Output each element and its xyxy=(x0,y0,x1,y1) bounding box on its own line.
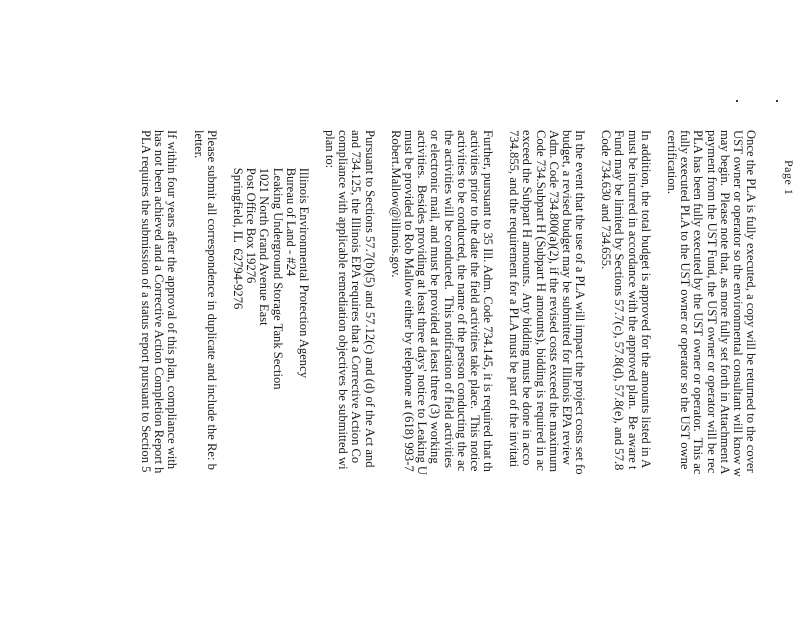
text-line: Fund may be limited by Sections 57.7(c), 57.8(d), 57.8(e), and 57.8 xyxy=(612,130,627,471)
scan-speck xyxy=(776,100,778,102)
text-line: compliance with applicable remediation objectives be submitted wi xyxy=(336,130,351,470)
text-line: Further, pursuant to 35 Ill. Adm. Code 734.145, it is required that th xyxy=(481,130,495,472)
text-line: Pursuant to Sections 57.7(b)(5) and 57.12(c) and (d) of the Act and xyxy=(362,130,377,468)
text-line: exceed the Subpart H amounts. Any bidding must be done in acco xyxy=(520,130,535,466)
text-line: PLA requires the submission of a status report pursuant to Section 5 xyxy=(139,130,154,473)
text-line: must be incurred in accordance with the approved plan. Be aware t xyxy=(625,130,640,470)
text-line: must be provided to Rob Mallow either by telephone at (618) 993-7 xyxy=(402,130,417,472)
text-line: payment from the UST Fund, the UST owner or operator will be rec xyxy=(704,130,719,474)
text-line: plan to: xyxy=(323,130,338,169)
text-line: activities prior to the date the field activities take place. This notice xyxy=(467,130,482,472)
text-line: Leaking Underground Storage Tank Section xyxy=(270,130,285,390)
text-line: Adm. Code 734.800(a)(2), if the revised costs exceed the maximum xyxy=(546,130,561,473)
text-line: Robert.Mallow@illinois.gov. xyxy=(388,130,403,278)
text-line: Once the PLA is fully executed, a copy will be returned to the cover xyxy=(744,130,758,473)
text-line: or electronic mail, and must be provided at least three (3) working xyxy=(428,130,443,464)
text-line: UST owner or operator so the environmental consultant will know w xyxy=(730,130,745,477)
text-line: In addition, the total budget is approved for the amounts listed in A xyxy=(638,130,653,469)
text-line: Bureau of Land - #24 xyxy=(283,130,298,277)
text-line: activities to be conducted, the name of the person conducting the ac xyxy=(454,130,469,472)
text-line: Springfield, IL 62794-9276 xyxy=(231,130,246,310)
text-line: Code 734.630 and 734.655. xyxy=(599,130,614,270)
text-line: Post Office Box 19276 xyxy=(244,130,259,284)
text-line: Illinois Environmental Protection Agency xyxy=(296,130,311,378)
text-line: PLA has been fully executed by the UST owner or operator. This ac xyxy=(691,130,706,475)
text-line: 734.855, and the requirement for a PLA must be part of the invitati xyxy=(507,130,522,468)
text-line: In the event that the use of a PLA will impact the project costs set fo xyxy=(573,130,588,475)
text-line: may begin. Please note that, as more fully set forth in Attachment A xyxy=(717,130,732,475)
rotated-document-page xyxy=(139,0,800,640)
text-line: budget, a revised budget may be submitted for Illinois EPA review xyxy=(559,130,574,465)
text-line: the activities will be conducted. This notification of field activities xyxy=(441,130,456,468)
text-line: has not been achieved and a Corrective Action Completion Report h xyxy=(152,130,167,474)
page-number: Page 1 xyxy=(782,160,796,196)
text-line: If within four years after the approval of this plan, compliance with xyxy=(165,130,180,470)
text-line: and 734.125, the Illinois EPA requires that a Corrective Action Co xyxy=(349,130,364,464)
text-line: letter. xyxy=(191,130,206,159)
text-line: 1021 North Grand Avenue East xyxy=(257,130,272,326)
scan-speck xyxy=(736,100,738,102)
text-line: certification. xyxy=(665,130,680,194)
text-line: Code 734.Subpart H (Subpart H amounts), bidding is required in ac xyxy=(533,130,548,471)
text-line: activities. Besides providing at least three days' notice to Leaking U xyxy=(415,130,430,476)
text-line: Please submit all correspondence in duplicate and include the Re: b xyxy=(204,130,219,470)
text-line: fully executed PLA to the UST owner or operator so the UST owne xyxy=(678,130,693,470)
